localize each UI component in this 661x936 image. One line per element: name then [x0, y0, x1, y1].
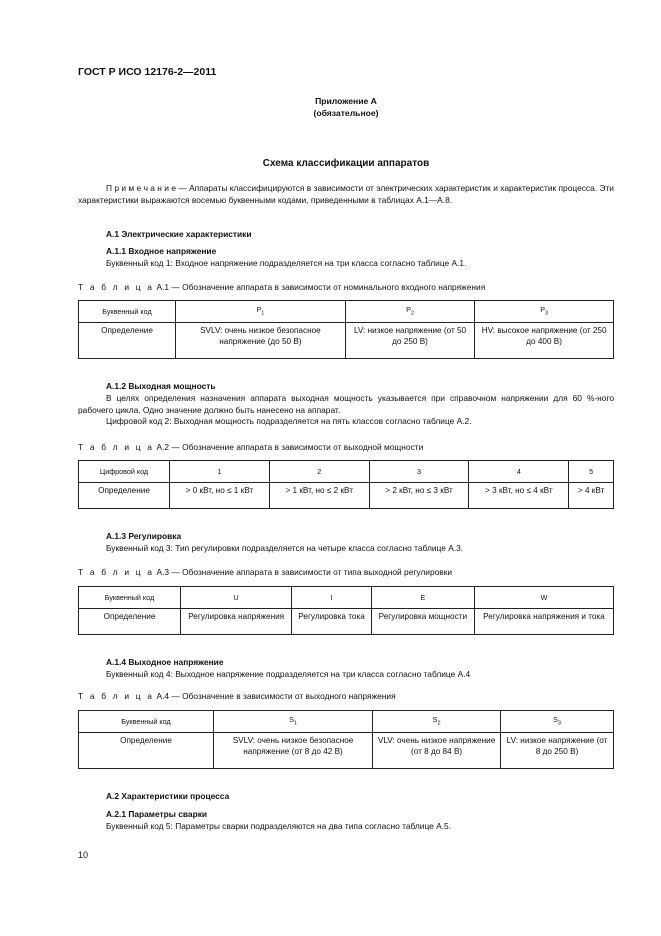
caption-text: А.1 — Обозначение аппарата в зависимости от номинального входного напряжения	[154, 282, 486, 292]
note-text: — Аппараты классифицируются в зависимости от электрических характеристик и характеристик процесса. Эти характеристики выражаются восемью буквенными кодами, приведенными в таблицах А.1—А.8.	[78, 183, 614, 205]
table-a1	[78, 300, 614, 359]
table-header-cell: $S_1$	[214, 711, 373, 733]
table-cell: > 1 кВт, но ≤ 2 кВт	[269, 483, 369, 509]
table-header-cell: 4	[469, 461, 569, 483]
table-cell: > 3 кВт, но ≤ 4 кВт	[469, 483, 569, 509]
table-cell: > 2 кВт, но ≤ 3 кВт	[369, 483, 469, 509]
table-a2	[78, 460, 614, 509]
caption-word: Т а б л и ц а	[78, 282, 155, 292]
section-a11-heading: А.1.1 Входное напряжение	[106, 246, 217, 256]
table-header-cell: 2	[269, 461, 369, 483]
section-a14-heading: А.1.4 Выходное напряжение	[106, 657, 224, 667]
section-a21-heading: А.2.1 Параметры сварки	[106, 809, 208, 819]
table-a1-caption	[78, 282, 485, 292]
table-header-cell: E	[371, 587, 474, 609]
table-cell: LV: низкое напряжение (от 8 до 250 В)	[501, 733, 614, 769]
caption-text: А.3 — Обозначение аппарата в зависимости от типа выходной регулировки	[154, 567, 453, 577]
section-a14-text: Буквенный код 4: Выходное напряжение подразделяется на три класса согласно таблице А.4	[106, 669, 471, 679]
caption-text: А.4 — Обозначение в зависимости от выходного напряжения	[154, 691, 396, 701]
table-cell: Регулировка напряжения	[181, 609, 292, 635]
section-a21-text: Буквенный код 5: Параметры сварки подразделяются на два типа согласно таблице А.5.	[106, 821, 452, 831]
table-header-cell: $P_2$	[345, 301, 474, 323]
table-cell: VLV: очень низкое напряжение (от 8 до 84 В)	[373, 733, 501, 769]
table-a4-caption	[78, 691, 396, 701]
table-header-cell: I	[292, 587, 371, 609]
table-header-cell: Буквенный код	[79, 711, 214, 733]
section-a12-text2: Цифровой код 2: Выходная мощность подразделяется на пять классов согласно таблице А.2.	[106, 416, 472, 426]
table-cell: Регулировка тока	[292, 609, 371, 635]
table-a3-caption	[78, 567, 452, 577]
table-header-cell: 1	[170, 461, 270, 483]
main-title: Схема классификации аппаратов	[262, 158, 430, 169]
section-a13-heading: А.1.3 Регулировка	[106, 531, 182, 541]
table-cell: SVLV: очень низкое безопасное напряжение (от 8 до 42 В)	[214, 733, 373, 769]
section-a11-text: Буквенный код 1: Входное напряжение подразделяется на три класса согласно таблице А.1.	[106, 258, 467, 268]
table-header-cell: 5	[569, 461, 614, 483]
table-a3	[78, 586, 614, 635]
table-header-cell: Буквенный код	[79, 587, 181, 609]
caption-text: А.2 — Обозначение аппарата в зависимости от выходной мощности	[154, 442, 424, 452]
table-header-cell: Цифровой код	[79, 461, 170, 483]
section-a12-text1: В целях определения назначения аппарата выходная мощность указывается при справочном напряжении для 60 %-ного рабочего цикла. Одно значение должно быть нанесено на аппарат.	[78, 393, 614, 415]
table-header-cell: $P_3$	[475, 301, 614, 323]
table-a2-caption	[78, 442, 423, 452]
section-a12-heading: А.1.2 Выходная мощность	[106, 381, 216, 391]
row-label: Определение	[79, 609, 181, 635]
table-a4	[78, 710, 614, 769]
caption-word: Т а б л и ц а	[78, 442, 155, 452]
document-header: ГОСТ Р ИСО 12176-2—2011	[78, 66, 217, 78]
caption-word: Т а б л и ц а	[78, 691, 155, 701]
row-label: Определение	[79, 733, 214, 769]
table-header-cell: $P_1$	[176, 301, 346, 323]
note-paragraph	[78, 183, 614, 206]
table-cell: LV: низкое напряжение (от 50 до 250 В)	[345, 323, 474, 359]
annex-title: Приложение А	[315, 96, 377, 106]
table-cell: > 4 кВт	[569, 483, 614, 509]
section-a2-heading: А.2 Характеристики процесса	[106, 791, 230, 801]
table-cell: Регулировка мощности	[371, 609, 474, 635]
note-label: П р и м е ч а н и е	[106, 183, 176, 193]
table-cell: HV: высокое напряжение (от 250 до 400 В)	[475, 323, 614, 359]
table-header-cell: $S_3$	[501, 711, 614, 733]
table-cell: SVLV: очень низкое безопасное напряжение (до 50 В)	[176, 323, 346, 359]
annex-status: (обязательное)	[313, 108, 379, 118]
table-header-cell: 3	[369, 461, 469, 483]
row-label: Определение	[79, 483, 170, 509]
table-header-cell: W	[474, 587, 613, 609]
caption-word: Т а б л и ц а	[78, 567, 155, 577]
page-number: 10	[78, 850, 89, 860]
table-header-cell: Буквенный код	[79, 301, 176, 323]
section-a13-text: Буквенный код 3: Тип регулировки подразделяется на четыре класса согласно таблице А.3.	[106, 543, 464, 553]
table-header-cell: U	[181, 587, 292, 609]
table-cell: > 0 кВт, но ≤ 1 кВт	[170, 483, 270, 509]
section-a1-heading: А.1 Электрические характеристики	[106, 229, 252, 239]
table-cell: Регулировка напряжения и тока	[474, 609, 613, 635]
table-header-cell: $S_2$	[373, 711, 501, 733]
row-label: Определение	[79, 323, 176, 359]
